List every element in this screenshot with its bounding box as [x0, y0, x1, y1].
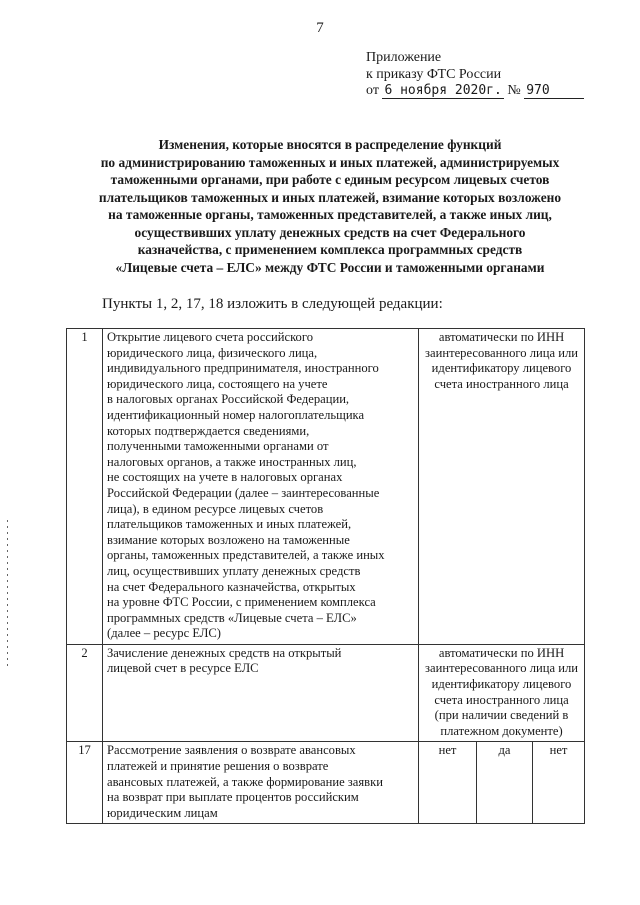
desc-line: платежей и принятие решения о возврате: [107, 759, 329, 774]
row-description: [103, 644, 419, 742]
row-description: [103, 329, 419, 645]
intro-paragraph: Пункты 1, 2, 17, 18 изложить в следующей редакции:: [102, 296, 443, 312]
row-description: [103, 742, 419, 824]
desc-line: которых подтверждается сведениями,: [107, 423, 310, 438]
desc-line: Российской Федерации (далее – заинтересованные: [107, 485, 380, 500]
table-row: [67, 742, 585, 824]
row-col-2: да: [477, 742, 533, 824]
desc-line: юридического лица, физического лица,: [107, 345, 318, 360]
desc-line: на возврат при выплате процентов российским: [107, 790, 359, 805]
desc-line: Рассмотрение заявления о возврате авансовых: [107, 743, 356, 758]
desc-line: идентификационный номер налогоплательщика: [107, 407, 365, 422]
document-title: [60, 136, 600, 276]
row-col-1: нет: [419, 742, 477, 824]
desc-line: лица), в едином ресурсе лицевых счетов: [107, 501, 324, 516]
desc-line: взимание которых возложено на таможенные: [107, 532, 350, 547]
desc-line: (далее – ресурс ЕЛС): [107, 626, 221, 641]
desc-line: юридическим лицам: [107, 805, 218, 820]
desc-line: плательщиков таможенных и иных платежей,: [107, 517, 352, 532]
value-line: заинтересованного лица или: [425, 345, 578, 360]
page-number: 7: [316, 20, 324, 36]
value-line: счета иностранного лица: [434, 692, 569, 707]
value-line: (при наличии сведений в: [434, 708, 569, 723]
desc-line: не состоящих на учете в налоговых органах: [107, 470, 343, 485]
title-line: таможенными органами, при работе с единым ресурсом лицевых счетов: [110, 172, 550, 187]
row-value: [419, 644, 585, 742]
desc-line: авансовых платежей, а также формирование заявки: [107, 774, 383, 789]
value-line: идентификатору лицевого: [431, 677, 572, 692]
desc-line: индивидуального предпринимателя, иностранного: [107, 361, 379, 376]
value-line: автоматически по ИНН: [438, 645, 565, 660]
date-prefix: от: [366, 83, 379, 98]
desc-line: налоговых органов, а также иностранных лиц,: [107, 454, 357, 469]
title-line: плательщиков таможенных и иных платежей, взимание которых возложено: [98, 189, 562, 205]
desc-line: Зачисление денежных средств на открытый: [107, 645, 342, 660]
table-row: [67, 329, 585, 645]
number-prefix: №: [507, 83, 521, 98]
value-line: автоматически по ИНН: [438, 330, 565, 344]
desc-line: полученными таможенными органами от: [107, 439, 329, 454]
appendix-label: Приложение: [366, 50, 442, 65]
row-value: [419, 329, 585, 645]
value-line: заинтересованного лица или: [425, 661, 578, 676]
value-line: платежном документе): [440, 723, 563, 738]
title-line: Изменения, которые вносятся в распределение функций: [158, 137, 502, 152]
desc-line: на уровне ФТС России, с применением комплекса: [107, 595, 376, 610]
desc-line: органы, таможенных представителей, а также иных: [107, 548, 385, 563]
order-number: 970: [524, 84, 584, 99]
row-col-3: нет: [533, 742, 585, 824]
desc-line: в налоговых органах Российской Федерации,: [107, 392, 350, 407]
desc-line: программных средств «Лицевые счета – ЕЛС»: [107, 610, 357, 625]
desc-line: Открытие лицевого счета российского: [107, 330, 314, 344]
title-line: казначейства, с применением комплекса программных средств: [137, 242, 523, 257]
desc-line: на счет Федерального казначейства, открытых: [107, 579, 356, 594]
row-number: 2: [67, 644, 103, 742]
appendix-order-ref: к приказу ФТС России: [366, 66, 502, 82]
row-number: 1: [67, 329, 103, 645]
scan-edge-mark: [7, 520, 8, 670]
desc-line: лицевой счет в ресурсе ЕЛС: [107, 661, 259, 676]
title-line: осуществивших уплату денежных средств на счет Федерального: [134, 224, 526, 240]
functions-table: [66, 328, 585, 824]
value-line: счета иностранного лица: [434, 376, 569, 391]
title-line: по администрированию таможенных и иных платежей, администрируемых: [100, 154, 560, 170]
title-line: «Лицевые счета – ЕЛС» между ФТС России и таможенными органами: [115, 259, 545, 275]
desc-line: лиц, осуществивших уплату денежных средств: [107, 563, 361, 578]
value-line: идентификатору лицевого: [431, 361, 572, 376]
appendix-block: [366, 50, 584, 100]
appendix-date-line: [366, 83, 584, 100]
title-line: на таможенные органы, таможенных представителей, а также иных лиц,: [108, 207, 552, 222]
desc-line: юридического лица, состоящего на учете: [107, 376, 328, 391]
table-row: [67, 644, 585, 742]
order-date: 6 ноября 2020г.: [384, 83, 502, 98]
row-number: 17: [67, 742, 103, 824]
